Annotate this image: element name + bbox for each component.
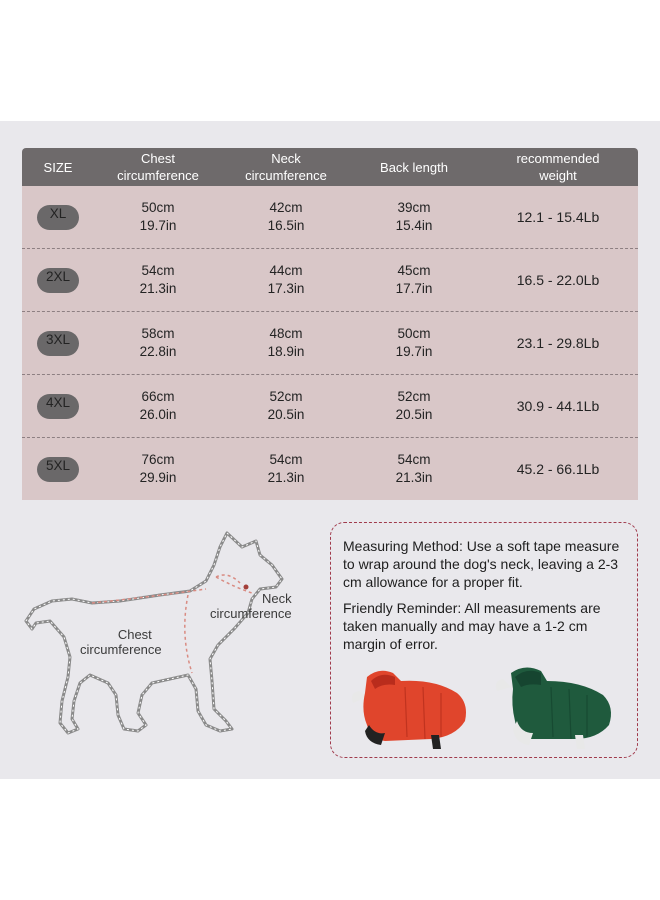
size-badge: 5XL (37, 457, 79, 482)
header-size: SIZE (43, 159, 73, 175)
back-in: 17.7in (395, 281, 433, 296)
red-coat-icon (345, 663, 475, 753)
header-neck-line2: circumference (245, 168, 327, 183)
neck-cm: 54cm (269, 452, 303, 467)
green-coat-icon (491, 663, 621, 753)
neck-in: 20.5in (267, 407, 305, 422)
size-chart-table (22, 148, 638, 500)
neck-cm: 42cm (269, 200, 303, 215)
neck-cm: 48cm (269, 326, 303, 341)
chest-cell (94, 388, 222, 424)
neck-cm: 44cm (269, 263, 303, 278)
table-row (22, 375, 638, 438)
chest-cell (94, 199, 222, 235)
neck-in: 21.3in (267, 470, 305, 485)
back-in: 15.4in (395, 218, 433, 233)
weight-cell: 23.1 - 29.8Lb (516, 335, 600, 351)
neck-cell (222, 325, 350, 361)
back-cm: 54cm (397, 452, 431, 467)
neck-cell (222, 262, 350, 298)
neck-label-line2: circumference (210, 606, 292, 621)
chest-cell (94, 262, 222, 298)
back-cell (350, 199, 478, 235)
weight-cell: 16.5 - 22.0Lb (516, 272, 600, 288)
table-row (22, 312, 638, 375)
back-in: 20.5in (395, 407, 433, 422)
chest-in: 21.3in (139, 281, 177, 296)
back-cell (350, 325, 478, 361)
measuring-method-text: Measuring Method: Use a soft tape measure to wrap around the dog's neck, leaving a 2-3 cm allowance for a proper fit. (343, 538, 620, 590)
header-neck (222, 150, 350, 184)
dog-outline-icon (20, 525, 320, 755)
header-neck-line1: Neck (271, 151, 301, 166)
back-cm: 52cm (397, 389, 431, 404)
chest-cm: 58cm (141, 326, 175, 341)
chest-label-line1: Chest (117, 627, 152, 642)
chest-cm: 50cm (141, 200, 175, 215)
dog-measurement-diagram (20, 525, 320, 755)
size-badge: 3XL (37, 331, 79, 356)
table-row (22, 186, 638, 249)
weight-cell: 45.2 - 66.1Lb (516, 461, 600, 477)
friendly-reminder-text: Friendly Reminder: All measurements are taken manually and may have a 1-2 cm margin of error. (343, 600, 601, 652)
neck-cell (222, 451, 350, 487)
chest-in: 19.7in (139, 218, 177, 233)
neck-cm: 52cm (269, 389, 303, 404)
size-badge: 2XL (37, 268, 79, 293)
neck-cell (222, 388, 350, 424)
back-in: 19.7in (395, 344, 433, 359)
table-row (22, 438, 638, 500)
back-cell (350, 388, 478, 424)
header-weight (478, 150, 638, 184)
table-header (22, 148, 638, 186)
chest-cell (94, 325, 222, 361)
size-badge: 4XL (37, 394, 79, 419)
header-back: Back length (380, 159, 448, 175)
neck-cell (222, 199, 350, 235)
neck-label (210, 591, 292, 621)
back-cm: 39cm (397, 200, 431, 215)
chest-label (80, 627, 162, 657)
chest-in: 26.0in (139, 407, 177, 422)
neck-in: 16.5in (267, 218, 305, 233)
header-weight-line2: weight (539, 168, 577, 183)
back-cm: 45cm (397, 263, 431, 278)
header-chest-line1: Chest (141, 151, 175, 166)
chest-in: 22.8in (139, 344, 177, 359)
back-in: 21.3in (395, 470, 433, 485)
weight-cell: 30.9 - 44.1Lb (516, 398, 600, 414)
back-cell (350, 262, 478, 298)
chest-cell (94, 451, 222, 487)
weight-cell: 12.1 - 15.4Lb (516, 209, 600, 225)
table-body (22, 186, 638, 500)
neck-in: 18.9in (267, 344, 305, 359)
chest-in: 29.9in (139, 470, 177, 485)
back-cell (350, 451, 478, 487)
header-chest (94, 150, 222, 184)
measurement-info-box (330, 522, 638, 758)
header-chest-line2: circumference (117, 168, 199, 183)
size-badge: XL (37, 205, 79, 230)
neck-label-line1: Neck (262, 591, 292, 606)
chest-cm: 76cm (141, 452, 175, 467)
header-weight-line1: recommended (516, 151, 600, 166)
chest-cm: 54cm (141, 263, 175, 278)
chest-label-line2: circumference (80, 642, 162, 657)
table-row (22, 249, 638, 312)
back-cm: 50cm (397, 326, 431, 341)
chest-cm: 66cm (141, 389, 175, 404)
neck-in: 17.3in (267, 281, 305, 296)
